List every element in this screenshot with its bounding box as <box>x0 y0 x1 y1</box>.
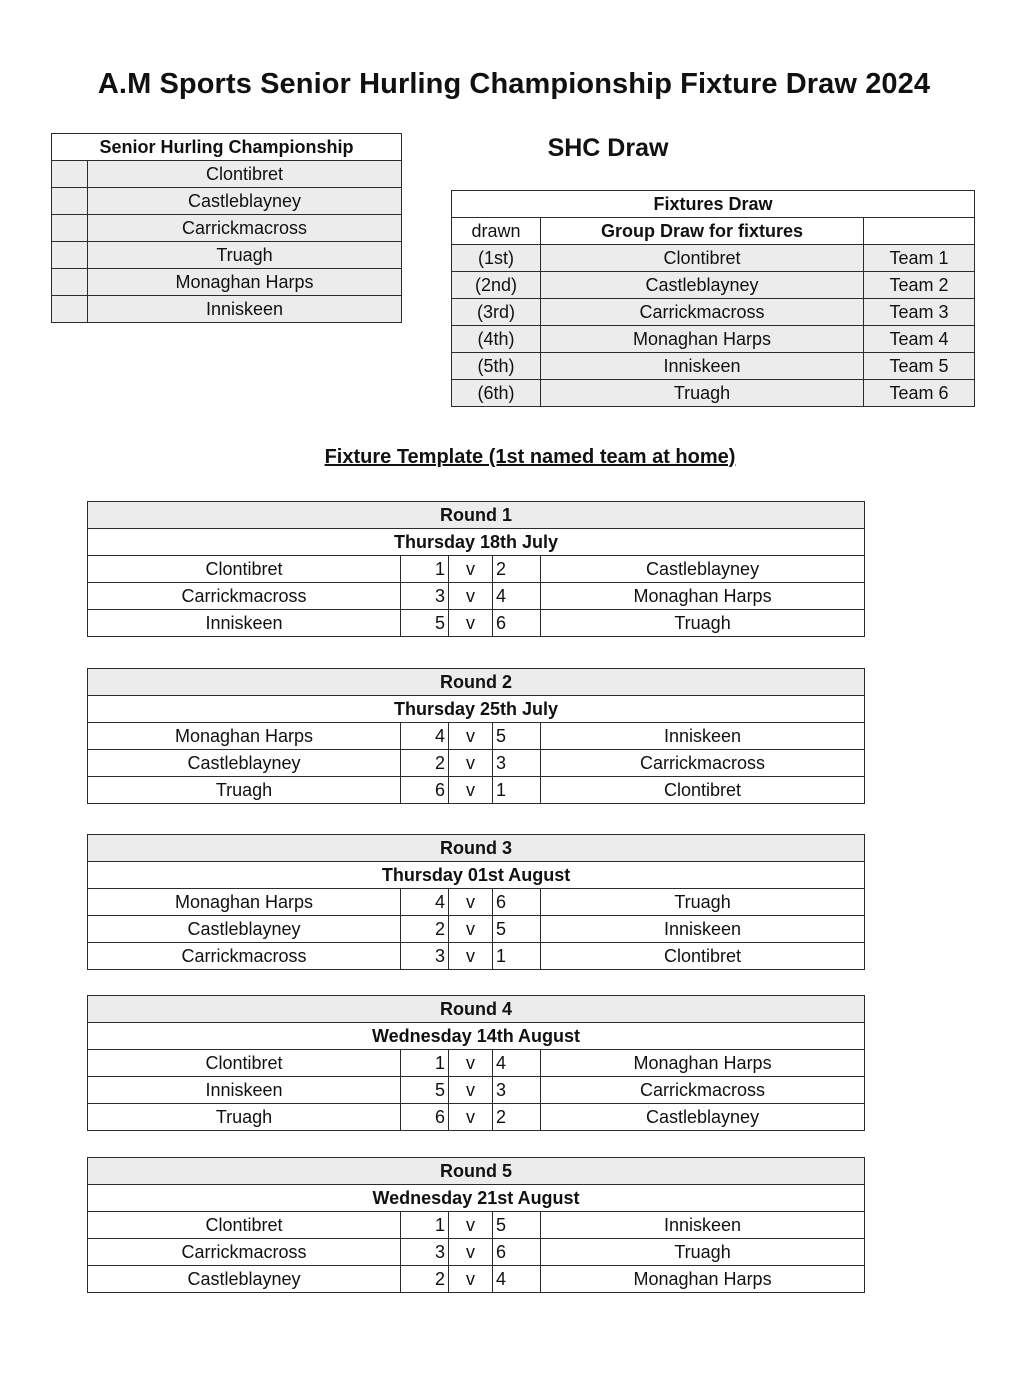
versus-label: v <box>449 777 493 804</box>
round-name-row <box>88 996 865 1023</box>
fixtures-draw-row <box>452 299 975 326</box>
home-team-number: 1 <box>401 1212 449 1239</box>
home-team: Carrickmacross <box>88 1239 401 1266</box>
page-title: A.M Sports Senior Hurling Championship Fixture Draw 2024 <box>97 68 931 100</box>
away-team-number: 1 <box>493 943 541 970</box>
away-team-number: 4 <box>493 1050 541 1077</box>
home-team-number: 4 <box>401 723 449 750</box>
draw-order-cell: (6th) <box>452 380 541 407</box>
round-table <box>87 668 865 804</box>
home-team: Clontibret <box>88 1050 401 1077</box>
versus-label: v <box>449 1104 493 1131</box>
versus-label: v <box>449 723 493 750</box>
fixture-row <box>88 1266 865 1293</box>
draw-slot-cell: Team 3 <box>864 299 975 326</box>
versus-label: v <box>449 610 493 637</box>
versus-label: v <box>449 1239 493 1266</box>
championship-blank-cell <box>52 296 88 323</box>
away-team-number: 5 <box>493 723 541 750</box>
round-date-row <box>88 1185 865 1212</box>
away-team: Castleblayney <box>541 1104 865 1131</box>
round-date-row <box>88 696 865 723</box>
round-date: Thursday 01st August <box>88 862 865 889</box>
home-team-number: 3 <box>401 1239 449 1266</box>
draw-order-cell: (2nd) <box>452 272 541 299</box>
draw-order-cell: (5th) <box>452 353 541 380</box>
championship-team-row <box>52 188 402 215</box>
away-team: Inniskeen <box>541 723 865 750</box>
fixture-row <box>88 1077 865 1104</box>
championship-team-row <box>52 242 402 269</box>
fixture-row <box>88 916 865 943</box>
home-team-number: 2 <box>401 1266 449 1293</box>
draw-team-cell: Truagh <box>541 380 864 407</box>
away-team: Castleblayney <box>541 556 865 583</box>
home-team-number: 2 <box>401 916 449 943</box>
home-team: Castleblayney <box>88 916 401 943</box>
fixture-row <box>88 943 865 970</box>
round-date: Wednesday 21st August <box>88 1185 865 1212</box>
versus-label: v <box>449 750 493 777</box>
draw-slot-cell: Team 4 <box>864 326 975 353</box>
fixture-row <box>88 583 865 610</box>
away-team: Truagh <box>541 889 865 916</box>
draw-order-cell: (3rd) <box>452 299 541 326</box>
fixtures-draw-row <box>452 380 975 407</box>
versus-label: v <box>449 1050 493 1077</box>
draw-order-cell: (4th) <box>452 326 541 353</box>
fixtures-draw-row <box>452 245 975 272</box>
round-table <box>87 834 865 970</box>
draw-team-cell: Inniskeen <box>541 353 864 380</box>
col-slot-header <box>864 218 975 245</box>
fixtures-draw-table <box>451 190 975 407</box>
championship-header: Senior Hurling Championship <box>52 134 402 161</box>
championship-team-name: Truagh <box>88 242 402 269</box>
draw-team-cell: Monaghan Harps <box>541 326 864 353</box>
versus-label: v <box>449 556 493 583</box>
fixtures-draw-row <box>452 326 975 353</box>
versus-label: v <box>449 889 493 916</box>
round-date: Thursday 18th July <box>88 529 865 556</box>
versus-label: v <box>449 943 493 970</box>
home-team: Truagh <box>88 1104 401 1131</box>
championship-team-name: Inniskeen <box>88 296 402 323</box>
away-team-number: 4 <box>493 583 541 610</box>
fixtures-draw-header-row <box>452 191 975 218</box>
away-team: Clontibret <box>541 777 865 804</box>
championship-blank-cell <box>52 188 88 215</box>
fixture-row <box>88 1239 865 1266</box>
championship-team-name: Castleblayney <box>88 188 402 215</box>
col-drawn-header: drawn <box>452 218 541 245</box>
home-team-number: 6 <box>401 1104 449 1131</box>
round-date-row <box>88 529 865 556</box>
fixture-row <box>88 1050 865 1077</box>
championship-team-row <box>52 296 402 323</box>
away-team-number: 2 <box>493 1104 541 1131</box>
home-team: Inniskeen <box>88 1077 401 1104</box>
home-team-number: 1 <box>401 1050 449 1077</box>
home-team-number: 1 <box>401 556 449 583</box>
draw-slot-cell: Team 6 <box>864 380 975 407</box>
championship-team-row <box>52 161 402 188</box>
away-team: Inniskeen <box>541 916 865 943</box>
versus-label: v <box>449 916 493 943</box>
championship-team-row <box>52 269 402 296</box>
championship-blank-cell <box>52 215 88 242</box>
away-team: Clontibret <box>541 943 865 970</box>
away-team: Monaghan Harps <box>541 583 865 610</box>
fixture-row <box>88 723 865 750</box>
draw-team-cell: Carrickmacross <box>541 299 864 326</box>
draw-team-cell: Castleblayney <box>541 272 864 299</box>
round-table <box>87 501 865 637</box>
round-table <box>87 1157 865 1293</box>
championship-team-name: Carrickmacross <box>88 215 402 242</box>
versus-label: v <box>449 1266 493 1293</box>
home-team: Monaghan Harps <box>88 723 401 750</box>
round-date-row <box>88 862 865 889</box>
away-team-number: 6 <box>493 1239 541 1266</box>
fixture-row <box>88 610 865 637</box>
round-name-row <box>88 669 865 696</box>
home-team: Clontibret <box>88 556 401 583</box>
home-team: Carrickmacross <box>88 943 401 970</box>
home-team-number: 6 <box>401 777 449 804</box>
col-group-header: Group Draw for fixtures <box>541 218 864 245</box>
away-team-number: 3 <box>493 1077 541 1104</box>
home-team-number: 3 <box>401 943 449 970</box>
round-name-row <box>88 502 865 529</box>
draw-team-cell: Clontibret <box>541 245 864 272</box>
away-team-number: 3 <box>493 750 541 777</box>
round-name: Round 3 <box>88 835 865 862</box>
round-name: Round 4 <box>88 996 865 1023</box>
versus-label: v <box>449 583 493 610</box>
versus-label: v <box>449 1212 493 1239</box>
fixtures-draw-header: Fixtures Draw <box>452 191 975 218</box>
home-team: Clontibret <box>88 1212 401 1239</box>
round-name-row <box>88 1158 865 1185</box>
fixture-row <box>88 750 865 777</box>
round-name: Round 2 <box>88 669 865 696</box>
home-team-number: 5 <box>401 1077 449 1104</box>
fixtures-draw-row <box>452 272 975 299</box>
draw-order-cell: (1st) <box>452 245 541 272</box>
away-team: Carrickmacross <box>541 1077 865 1104</box>
championship-team-row <box>52 215 402 242</box>
away-team-number: 5 <box>493 1212 541 1239</box>
round-date-row <box>88 1023 865 1050</box>
home-team: Carrickmacross <box>88 583 401 610</box>
shc-draw-title: SHC Draw <box>547 134 669 162</box>
away-team: Truagh <box>541 610 865 637</box>
home-team-number: 5 <box>401 610 449 637</box>
home-team-number: 2 <box>401 750 449 777</box>
fixture-row <box>88 556 865 583</box>
away-team: Monaghan Harps <box>541 1050 865 1077</box>
championship-header-row <box>52 134 402 161</box>
home-team: Inniskeen <box>88 610 401 637</box>
fixture-row <box>88 889 865 916</box>
home-team: Castleblayney <box>88 750 401 777</box>
round-name-row <box>88 835 865 862</box>
versus-label: v <box>449 1077 493 1104</box>
away-team: Carrickmacross <box>541 750 865 777</box>
away-team: Monaghan Harps <box>541 1266 865 1293</box>
away-team-number: 4 <box>493 1266 541 1293</box>
away-team-number: 2 <box>493 556 541 583</box>
fixture-row <box>88 1212 865 1239</box>
championship-blank-cell <box>52 242 88 269</box>
away-team-number: 6 <box>493 889 541 916</box>
round-table <box>87 995 865 1131</box>
away-team: Inniskeen <box>541 1212 865 1239</box>
away-team-number: 5 <box>493 916 541 943</box>
fixture-template-title: Fixture Template (1st named team at home) <box>324 446 736 468</box>
fixture-row <box>88 1104 865 1131</box>
championship-team-name: Clontibret <box>88 161 402 188</box>
championship-table <box>51 133 402 323</box>
championship-team-name: Monaghan Harps <box>88 269 402 296</box>
round-name: Round 5 <box>88 1158 865 1185</box>
draw-slot-cell: Team 2 <box>864 272 975 299</box>
away-team-number: 6 <box>493 610 541 637</box>
home-team: Truagh <box>88 777 401 804</box>
round-date: Thursday 25th July <box>88 696 865 723</box>
home-team: Castleblayney <box>88 1266 401 1293</box>
away-team: Truagh <box>541 1239 865 1266</box>
home-team-number: 3 <box>401 583 449 610</box>
fixtures-draw-column-row <box>452 218 975 245</box>
round-name: Round 1 <box>88 502 865 529</box>
draw-slot-cell: Team 5 <box>864 353 975 380</box>
championship-blank-cell <box>52 269 88 296</box>
home-team: Monaghan Harps <box>88 889 401 916</box>
away-team-number: 1 <box>493 777 541 804</box>
home-team-number: 4 <box>401 889 449 916</box>
fixtures-draw-row <box>452 353 975 380</box>
round-date: Wednesday 14th August <box>88 1023 865 1050</box>
draw-slot-cell: Team 1 <box>864 245 975 272</box>
fixture-row <box>88 777 865 804</box>
championship-blank-cell <box>52 161 88 188</box>
